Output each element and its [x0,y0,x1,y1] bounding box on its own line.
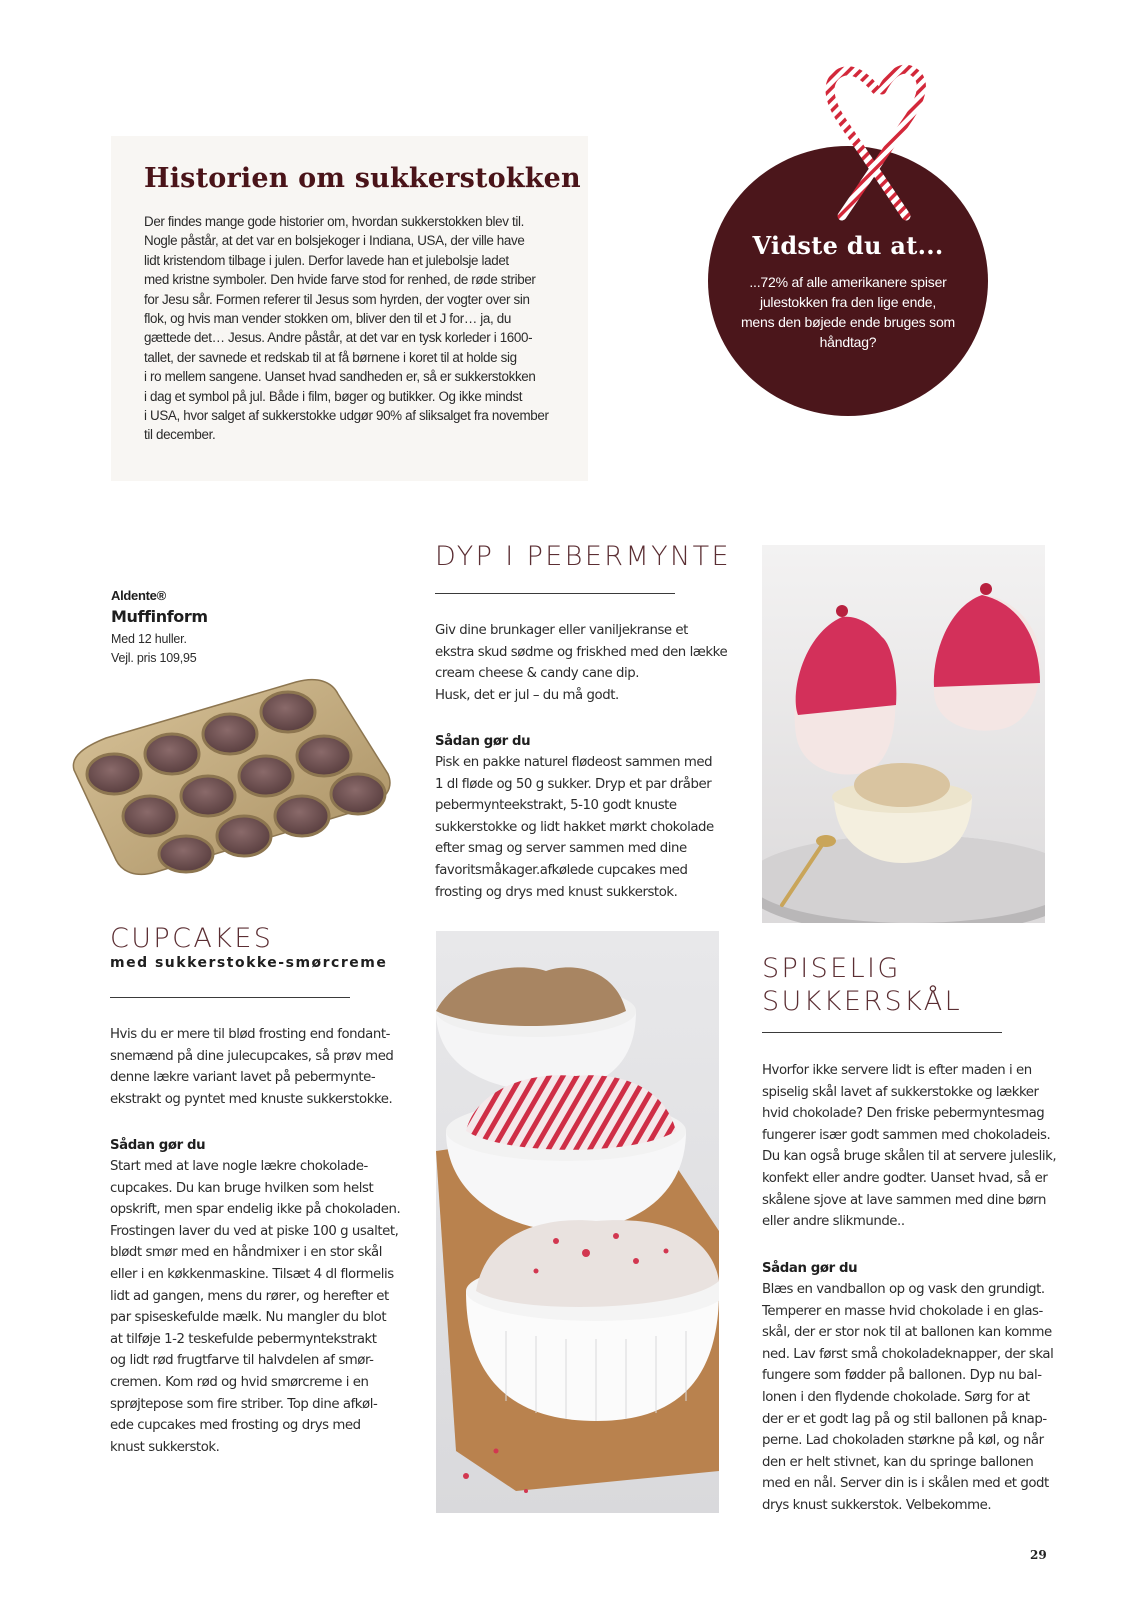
text-line: spiselig skål lavet af sukkerstokke og lækker [762,1084,1039,1100]
text-line: ekstrakt og pyntet med knuste sukkerstokke. [110,1091,393,1107]
divider [762,1032,1002,1033]
text-line: ekstra skud sødme og friskhed med den lække [435,644,728,660]
text-line: drys knust sukkerstok. Velbekomme. [762,1497,992,1513]
history-line: i ro mellem sangene. Uanset hvad sandheden er, så er sukkerstokken [144,369,536,385]
history-line: Der findes mange gode historier om, hvordan sukkerstokken blev til. [144,214,524,229]
peppermint-dip-photo [436,931,719,1513]
text-line: Giv dine brunkager eller vaniljekranse et [435,623,688,638]
fact-line: ...72% af alle amerikanere spiser [749,274,947,290]
product-brand: Aldente® [111,588,166,603]
text-line: lonen i den flydende chokolade. Sørg for at [762,1389,1030,1405]
text-line: Temperer en masse hvid chokolade i en glas- [762,1303,1043,1319]
fact-line: julestokken fra den lige ende, [759,294,937,310]
spiselig-subhead: Sådan gør du [762,1261,858,1276]
text-line: eller i en køkkenmaskine. Tilsæt 4 dl flormelis [110,1266,394,1282]
history-line: gættede det… Jesus. Andre påstår, at det var en tysk korleder i 1600- [144,330,533,346]
text-line: sukkerstokke og lidt hakket mørkt chokolade [435,819,714,835]
text-line: fungere som fødder på ballonen. Dyp nu bal- [762,1368,1042,1384]
text-line: sprøjtepose som fire striber. Top dine afkøl- [110,1396,378,1412]
text-line: Hvorfor ikke servere lidt is efter maden i en [762,1063,1032,1078]
text-line: lidt ad gangen, mens du rører, og herefter et [110,1288,389,1304]
history-title: Historien om sukkerstokken [144,163,581,194]
history-line: tallet, der savnede et redskab til at få børnene i koret til at holde sig [144,349,517,365]
text-line: cupcakes. Du kan bruge hvilken som helst [110,1180,374,1196]
text-line: snemænd på dine julecupcakes, så prøv med [110,1048,394,1064]
text-line: favoritsmåkager.afkølede cupcakes med [435,862,688,878]
history-line: til december. [144,427,216,443]
product-price: Vejl. pris 109,95 [111,651,197,665]
divider [110,997,350,998]
text-line: efter smag og server sammen med dine [435,841,687,857]
fact-text [708,272,988,352]
text-line: den er helt stivnet, kan du springe ballonen [762,1454,1034,1470]
text-line: denne lækre variant lavet på pebermynte- [110,1070,376,1086]
text-line: par spiseskefulde mælk. Nu mangler du blot [110,1310,387,1326]
text-line: pebermynteekstrakt, 5-10 godt knuste [435,798,677,814]
history-line: med kristne symboler. Den hvide farve stod for renhed, de røde striber [144,272,536,288]
history-line: Nogle påstår, at det var en bolsjekoger i Indiana, USA, der ville have [144,233,525,249]
text-line: der er et godt lag på og stil ballonen på knap- [762,1411,1047,1427]
fact-line: håndtag? [819,334,877,350]
text-line: ned. Lav først små chokoladeknapper, der skal [762,1346,1054,1362]
spiselig-intro [762,1060,1056,1233]
text-line: frosting og drys med knust sukkerstok. [435,884,678,900]
chocolate-balloon-bowls-photo [762,545,1045,923]
text-line: blødt smør med en håndmixer i en stor skål [110,1245,382,1261]
text-line: ede cupcakes med frosting og drys med [110,1418,361,1434]
text-line: knust sukkerstok. [110,1439,220,1455]
history-body [144,212,556,445]
dyp-title: DYP I PEBERMYNTE [435,541,731,572]
cupcakes-subtitle: med sukkerstokke-smørcreme [110,955,388,971]
cupcakes-title: CUPCAKES [110,923,274,954]
product-name: Muffinform [111,607,208,626]
dyp-intro [435,620,727,706]
text-line: opskrift, men spar endelig ikke på chokoladen. [110,1202,401,1218]
divider [435,593,675,594]
text-line: eller andre slikmunde.. [762,1214,905,1230]
text-line: Frostingen laver du ved at piske 100 g usaltet, [110,1223,399,1239]
fact-title: Vidste du at... [752,231,944,260]
cupcakes-subhead: Sådan gør du [110,1138,206,1153]
history-line: flok, og hvis man vender stokken om, bliver den til et J for… ja, du [144,311,511,327]
text-line: Blæs en vandballon op og vask den grundigt. [762,1282,1045,1297]
cupcakes-intro [110,1024,393,1110]
text-line: Du kan også bruge skålen til at servere juleslik, [762,1149,1057,1165]
text-line: 1 dl fløde og 50 g sukker. Dryp et par dråber [435,776,712,792]
text-line: Pisk en pakke naturel flødeost sammen med [435,755,713,770]
spiselig-title [762,952,962,1018]
text-line: Husk, det er jul – du må godt. [435,687,619,703]
fact-line: mens den bøjede ende bruges som [740,314,956,330]
text-line: perne. Lad chokoladen størkne på køl, og når [762,1433,1044,1449]
dyp-steps [435,752,714,903]
text-line: at tilføje 1-2 teskefulde pebermyntekstrakt [110,1331,377,1347]
text-line: cremen. Kom rød og hvid smørcreme i en [110,1374,369,1390]
cupcakes-steps [110,1156,400,1458]
candy-cane-heart-icon [810,62,950,222]
text-line: med en nål. Server din is i skålen med et godt [762,1476,1049,1492]
text-line: Hvis du er mere til blød frosting end fondant- [110,1027,390,1042]
history-line: lidt kristendom tilbage i julen. Derfor lavede han et julebolsje ladet [144,252,509,268]
text-line: skål, der er stor nok til at ballonen kan komme [762,1325,1052,1341]
dyp-subhead: Sådan gør du [435,734,531,749]
muffin-tray-image [66,678,396,876]
text-line: hvid chokolade? Den friske pebermyntesmag [762,1106,1045,1122]
text-line: og lidt rød frugtfarve til halvdelen af smør- [110,1353,374,1369]
title-line: SUKKERSKÅL [762,986,963,1017]
text-line: fungerer især godt sammen med chokoladeis. [762,1127,1051,1143]
product-description: Med 12 huller. [111,632,187,646]
history-line: i dag et symbol på jul. Både i film, bøger og butikker. Og ikke mindst [144,388,523,404]
history-line: for Jesu sår. Formen referer til Jesus som hyrden, der vogter over sin [144,291,530,307]
text-line: Start med at lave nogle lækre chokolade- [110,1159,368,1174]
title-line: SPISELIG [762,953,901,984]
history-line: i USA, hvor salget af sukkerstokke udgør 90% af sliksalget fra november [144,408,549,424]
text-line: konfekt eller andre godter. Uanset hvad, så er [762,1170,1048,1186]
history-box [111,136,588,481]
text-line: cream cheese & candy cane dip. [435,666,640,682]
spiselig-steps [762,1279,1053,1517]
text-line: skålene sjove at lave sammen med dine børn [762,1192,1046,1208]
page-number: 29 [1030,1548,1047,1562]
